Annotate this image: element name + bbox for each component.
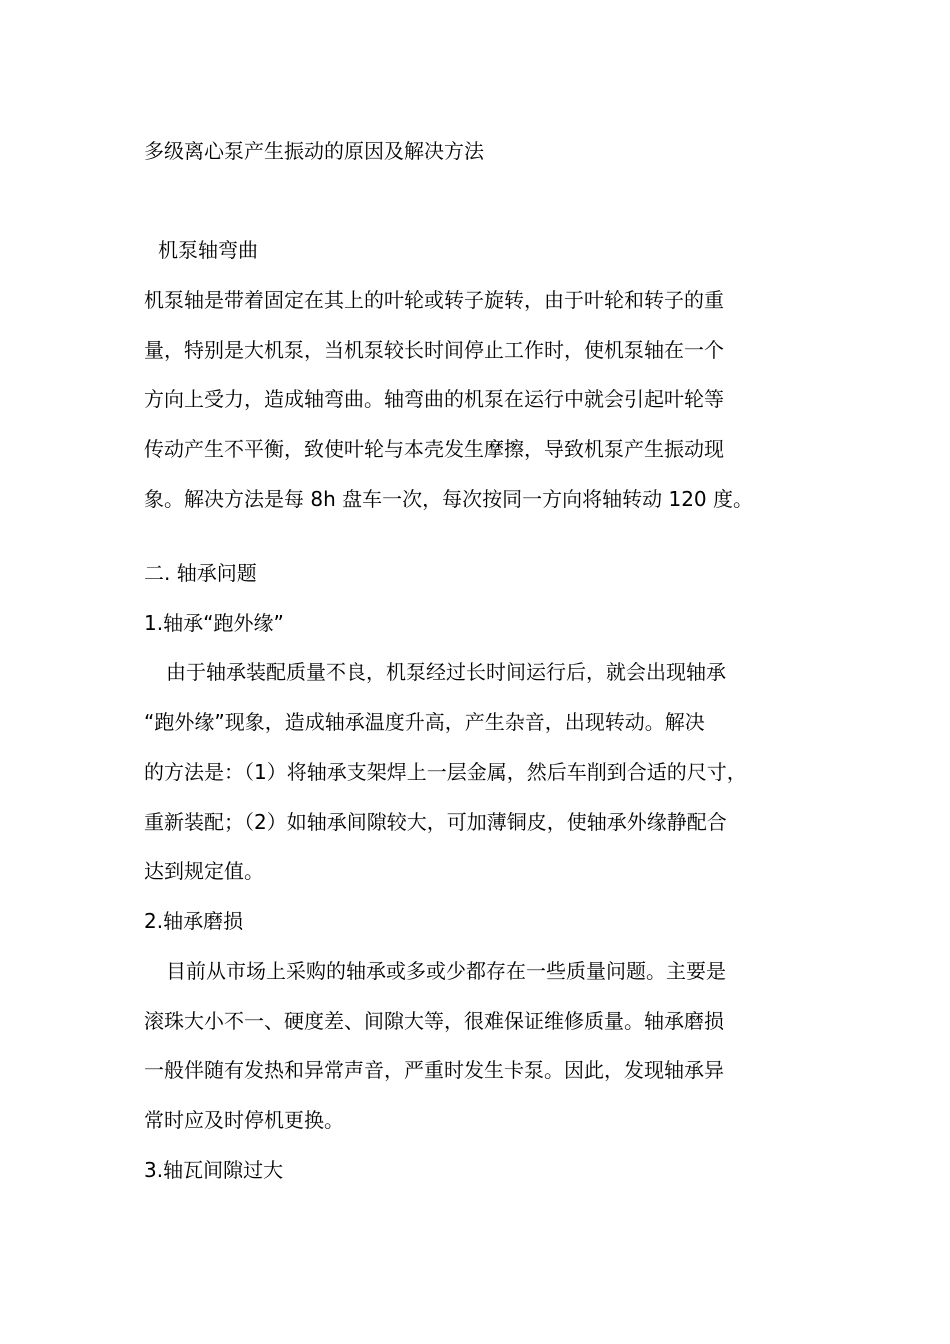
paragraph-line: 的方法是：（1）将轴承支架焊上一层金属，然后车削到合适的尺寸， bbox=[144, 760, 747, 784]
paragraph-line: “跑外缘”现象，造成轴承温度升高，产生杂音，出现转动。解决 bbox=[144, 710, 705, 734]
paragraph-line: 目前从市场上采购的轴承或多或少都存在一些质量问题。主要是 bbox=[166, 959, 726, 983]
section-heading-shaft-bending: 机泵轴弯曲 bbox=[158, 238, 258, 262]
paragraph-line: 重新装配；（2）如轴承间隙较大，可加薄铜皮，使轴承外缘静配合 bbox=[144, 810, 727, 834]
paragraph-line: 常时应及时停机更换。 bbox=[144, 1108, 344, 1132]
paragraph-line: 方向上受力，造成轴弯曲。轴弯曲的机泵在运行中就会引起叶轮等 bbox=[144, 387, 724, 411]
paragraph-line: 滚珠大小不一、硬度差、间隙大等，很难保证维修质量。轴承磨损 bbox=[144, 1009, 724, 1033]
paragraph-line: 机泵轴是带着固定在其上的叶轮或转子旋转，由于叶轮和转子的重 bbox=[144, 288, 724, 312]
subsection-heading-bearing-outer-ring: 1.轴承“跑外缘” bbox=[144, 611, 284, 635]
paragraph-line: 量，特别是大机泵，当机泵较长时间停止工作时，使机泵轴在一个 bbox=[144, 338, 724, 362]
subsection-heading-bearing-clearance: 3.轴瓦间隙过大 bbox=[144, 1158, 284, 1182]
paragraph-line: 由于轴承装配质量不良，机泵经过长时间运行后，就会出现轴承 bbox=[166, 660, 726, 684]
document-title: 多级离心泵产生振动的原因及解决方法 bbox=[144, 139, 484, 163]
subsection-heading-bearing-wear: 2.轴承磨损 bbox=[144, 909, 244, 933]
paragraph-line: 达到规定值。 bbox=[144, 859, 264, 883]
paragraph-line: 象。解决方法是每 8h 盘车一次，每次按同一方向将轴转动 120 度。 bbox=[144, 487, 754, 511]
paragraph-line: 传动产生不平衡，致使叶轮与本壳发生摩擦，导致机泵产生振动现 bbox=[144, 437, 724, 461]
section-heading-bearing-issues: 二. 轴承问题 bbox=[144, 561, 257, 585]
paragraph-line: 一般伴随有发热和异常声音，严重时发生卡泵。因此，发现轴承异 bbox=[144, 1058, 724, 1082]
